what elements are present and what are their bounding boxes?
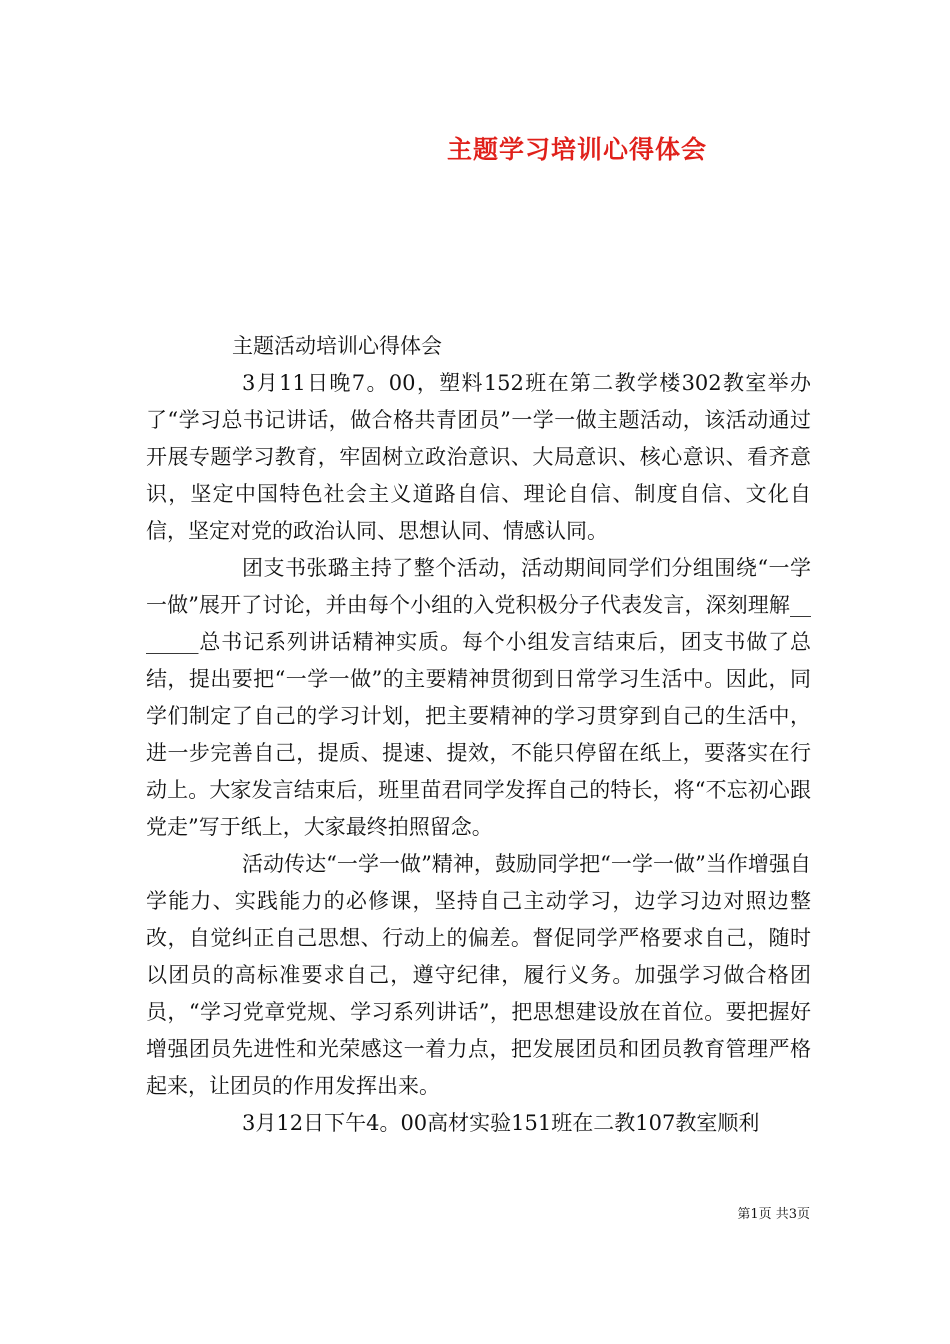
- paragraph-2: 团支书张璐主持了整个活动，活动期间同学们分组围绕“一学一做”展开了讨论，并由每个小组的入党积极分子代表发言，深刻理解_______总书记系列讲话精神实质。每个小组发言结束后，团支书做了总结，提出要把“一学一做”的主要精神贯彻到日常学习生活中。因此，同学们制定了自己的学习计划，把主要精神的学习贯穿到自己的生活中，进一步完善自己，提质、提速、提效，不能只停留在纸上，要落实在行动上。大家发言结束后，班里苗君同学发挥自己的特长，将“不忘初心跟党走”写于纸上，大家最终拍照留念。: [146, 556, 811, 839]
- document-body: [146, 328, 811, 1142]
- page-number: 第1页 共3页: [737, 1207, 810, 1222]
- paragraph-3: 活动传达“一学一做”精神，鼓励同学把“一学一做”当作增强自学能力、实践能力的必修课，坚持自己主动学习，边学习边对照边整改，自觉纠正自己思想、行动上的偏差。督促同学严格要求自己，随时以团员的高标准要求自己，遵守纪律，履行义务。加强学习做合格团员，“学习党章党规、学习系列讲话”，把思想建设放在首位。要把握好增强团员先进性和光荣感这一着力点，把发展团员和团员教育管理严格起来，让团员的作用发挥出来。: [146, 852, 811, 1098]
- document-subtitle: 主题活动培训心得体会: [232, 334, 442, 358]
- paragraph-4: 3月12日下午4。00高材实验151班在二教107教室顺利: [242, 1111, 760, 1135]
- paragraph-1: 3月11日晚7。00，塑料152班在第二教学楼302教室举办了“学习总书记讲话，做合格共青团员”一学一做主题活动，该活动通过开展专题学习教育，牢固树立政治意识、大局意识、核心意识、看齐意识，坚定中国特色社会主义道路自信、理论自信、制度自信、文化自信，坚定对党的政治认同、思想认同、情感认同。: [146, 371, 811, 543]
- document-title: 主题学习培训心得体会: [446, 135, 707, 164]
